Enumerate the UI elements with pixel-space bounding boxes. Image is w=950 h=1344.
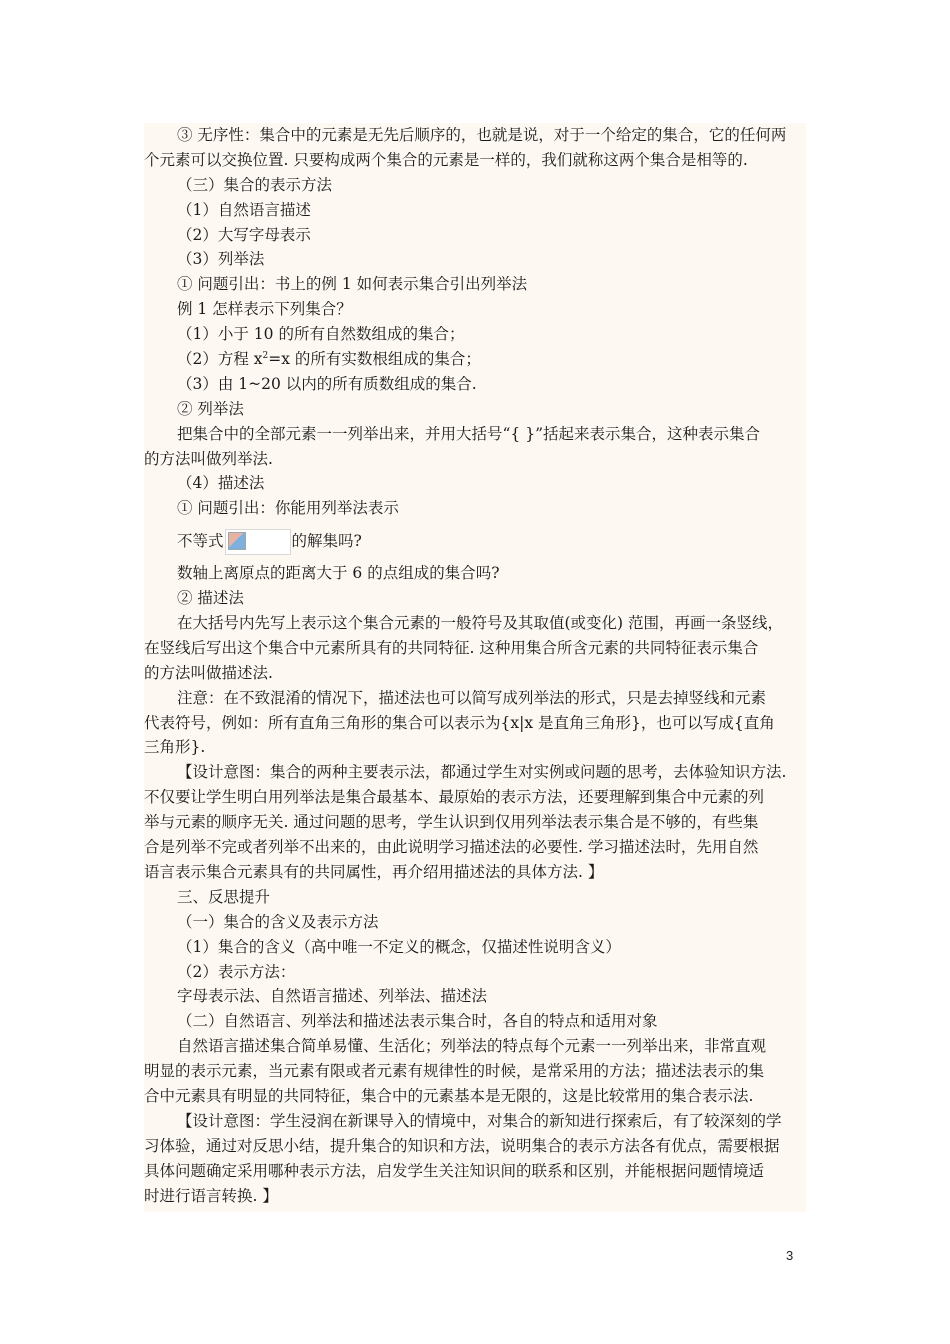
text-line: 字母表示法、自然语言描述、列举法、描述法 [177, 987, 488, 1006]
inequality-suffix: 的解集吗? [291, 532, 362, 551]
text-line: （3）列举法 [177, 250, 265, 269]
text-line: ② 列举法 [177, 399, 244, 418]
paragraph-group-b [144, 372, 806, 521]
text-line: 不仅要让学生明白用列举法是集合最基本、最原始的表示方法，还要理解到集合中元素的列 [144, 788, 765, 807]
text-line: （二）自然语言、列举法和描述法表示集合时，各自的特点和适用对象 [177, 1012, 658, 1031]
text-line: 合是列举不完或者列举不出来的，由此说明学习描述法的必要性. 学习描述法时，先用自然 [144, 838, 759, 857]
inequality-line [144, 521, 806, 561]
text-line: （4）描述法 [177, 474, 265, 493]
text-line: 在大括号内先写上表示这个集合元素的一般符号及其取值(或变化) 范围，再画一条竖线， [177, 614, 784, 633]
text-line: 数轴上离原点的距离大于 6 的点组成的集合吗? [177, 564, 500, 583]
text-line: ③ 无序性：集合中的元素是无先后顺序的，也就是说，对于一个给定的集合，它的任何两 [177, 126, 787, 144]
text-line: 在竖线后写出这个集合中元素所具有的共同特征. 这种用集合所含元素的共同特征表示集合 [144, 638, 759, 657]
text-line: 举与元素的顺序无关. 通过问题的思考，学生认识到仅用列举法表示集合是不够的，有些集 [144, 813, 759, 832]
text-line: 三、反思提升 [177, 887, 271, 906]
text-line: 的方法叫做列举法. [144, 449, 273, 468]
text-line: 把集合中的全部元素一一列举出来，并用大括号“{ }”括起来表示集合，这种表示集合 [177, 424, 761, 443]
text-line: 合中元素具有明显的共同特征，集合中的元素基本是无限的，这是比较常用的集合表示法. [144, 1086, 754, 1105]
text-line: （3）由 1~20 以内的所有质数组成的集合. [177, 374, 477, 393]
text-line: ① 问题引出：你能用列举法表示 [177, 499, 399, 518]
text-line: （1）自然语言描述 [177, 200, 311, 219]
text-line: 具体问题确定采用哪种表示方法，启发学生关注知识间的联系和区别，并能根据问题情境适 [144, 1161, 765, 1180]
text-line: 【设计意图：学生浸润在新课导入的情境中，对集合的新知进行探索后，有了较深刻的学 [177, 1111, 782, 1130]
text-line: 个元素可以交换位置. 只要构成两个集合的元素是一样的，我们就称这两个集合是相等的. [144, 150, 748, 169]
paragraph-group-c [144, 561, 806, 1208]
text-line: 注意：在不致混淆的情况下，描述法也可以简写成列举法的形式，只是去掉竖线和元素 [177, 688, 767, 707]
text-line: 时进行语言转换. 】 [144, 1186, 278, 1205]
text-line: 习体验，通过对反思小结，提升集合的知识和方法，说明集合的表示方法各有优点，需要根据 [144, 1136, 780, 1155]
text-line: 明显的表示元素，当元素有限或者元素有规律性的时候，是常采用的方法；描述法表示的集 [144, 1062, 765, 1081]
page-number: 3 [786, 1248, 794, 1263]
text-line: 代表符号，例如：所有直角三角形的集合可以表示为{x|x 是直角三角形}，也可以写成{直角 [144, 713, 775, 732]
text-line: （1）小于 10 的所有自然数组成的集合； [177, 325, 465, 344]
text-line: （1）集合的含义（高中唯一不定义的概念，仅描述性说明含义） [177, 937, 621, 956]
text-line: ① 问题引出：书上的例 1 如何表示集合引出列举法 [177, 275, 528, 294]
text-line: （一）集合的含义及表示方法 [177, 912, 379, 931]
text-line: 的方法叫做描述法. [144, 663, 273, 682]
text-line: 语言表示集合元素具有的共同属性，再介绍用描述法的具体方法. 】 [144, 862, 604, 881]
paragraph-group-a [144, 123, 806, 347]
text-line: 例 1 怎样表示下列集合？ [177, 300, 352, 319]
equation-line: （2）方程 $x^2=x$ 的所有实数根组成的集合； [177, 350, 481, 369]
text-line: 三角形}. [144, 738, 206, 757]
document-body [144, 123, 806, 1212]
broken-image-icon [225, 529, 291, 555]
text-line: 【设计意图：集合的两种主要表示法，都通过学生对实例或问题的思考，去体验知识方法. [177, 763, 787, 782]
text-line: 自然语言描述集合简单易懂、生活化；列举法的特点每个元素一一列举出来，非常直观 [177, 1037, 767, 1056]
text-line: （三）集合的表示方法 [177, 175, 333, 194]
text-line: （2）大写字母表示 [177, 225, 311, 244]
inequality-prefix: 不等式 [177, 532, 224, 551]
text-line: ② 描述法 [177, 589, 244, 608]
text-line: （2）表示方法： [177, 962, 296, 981]
